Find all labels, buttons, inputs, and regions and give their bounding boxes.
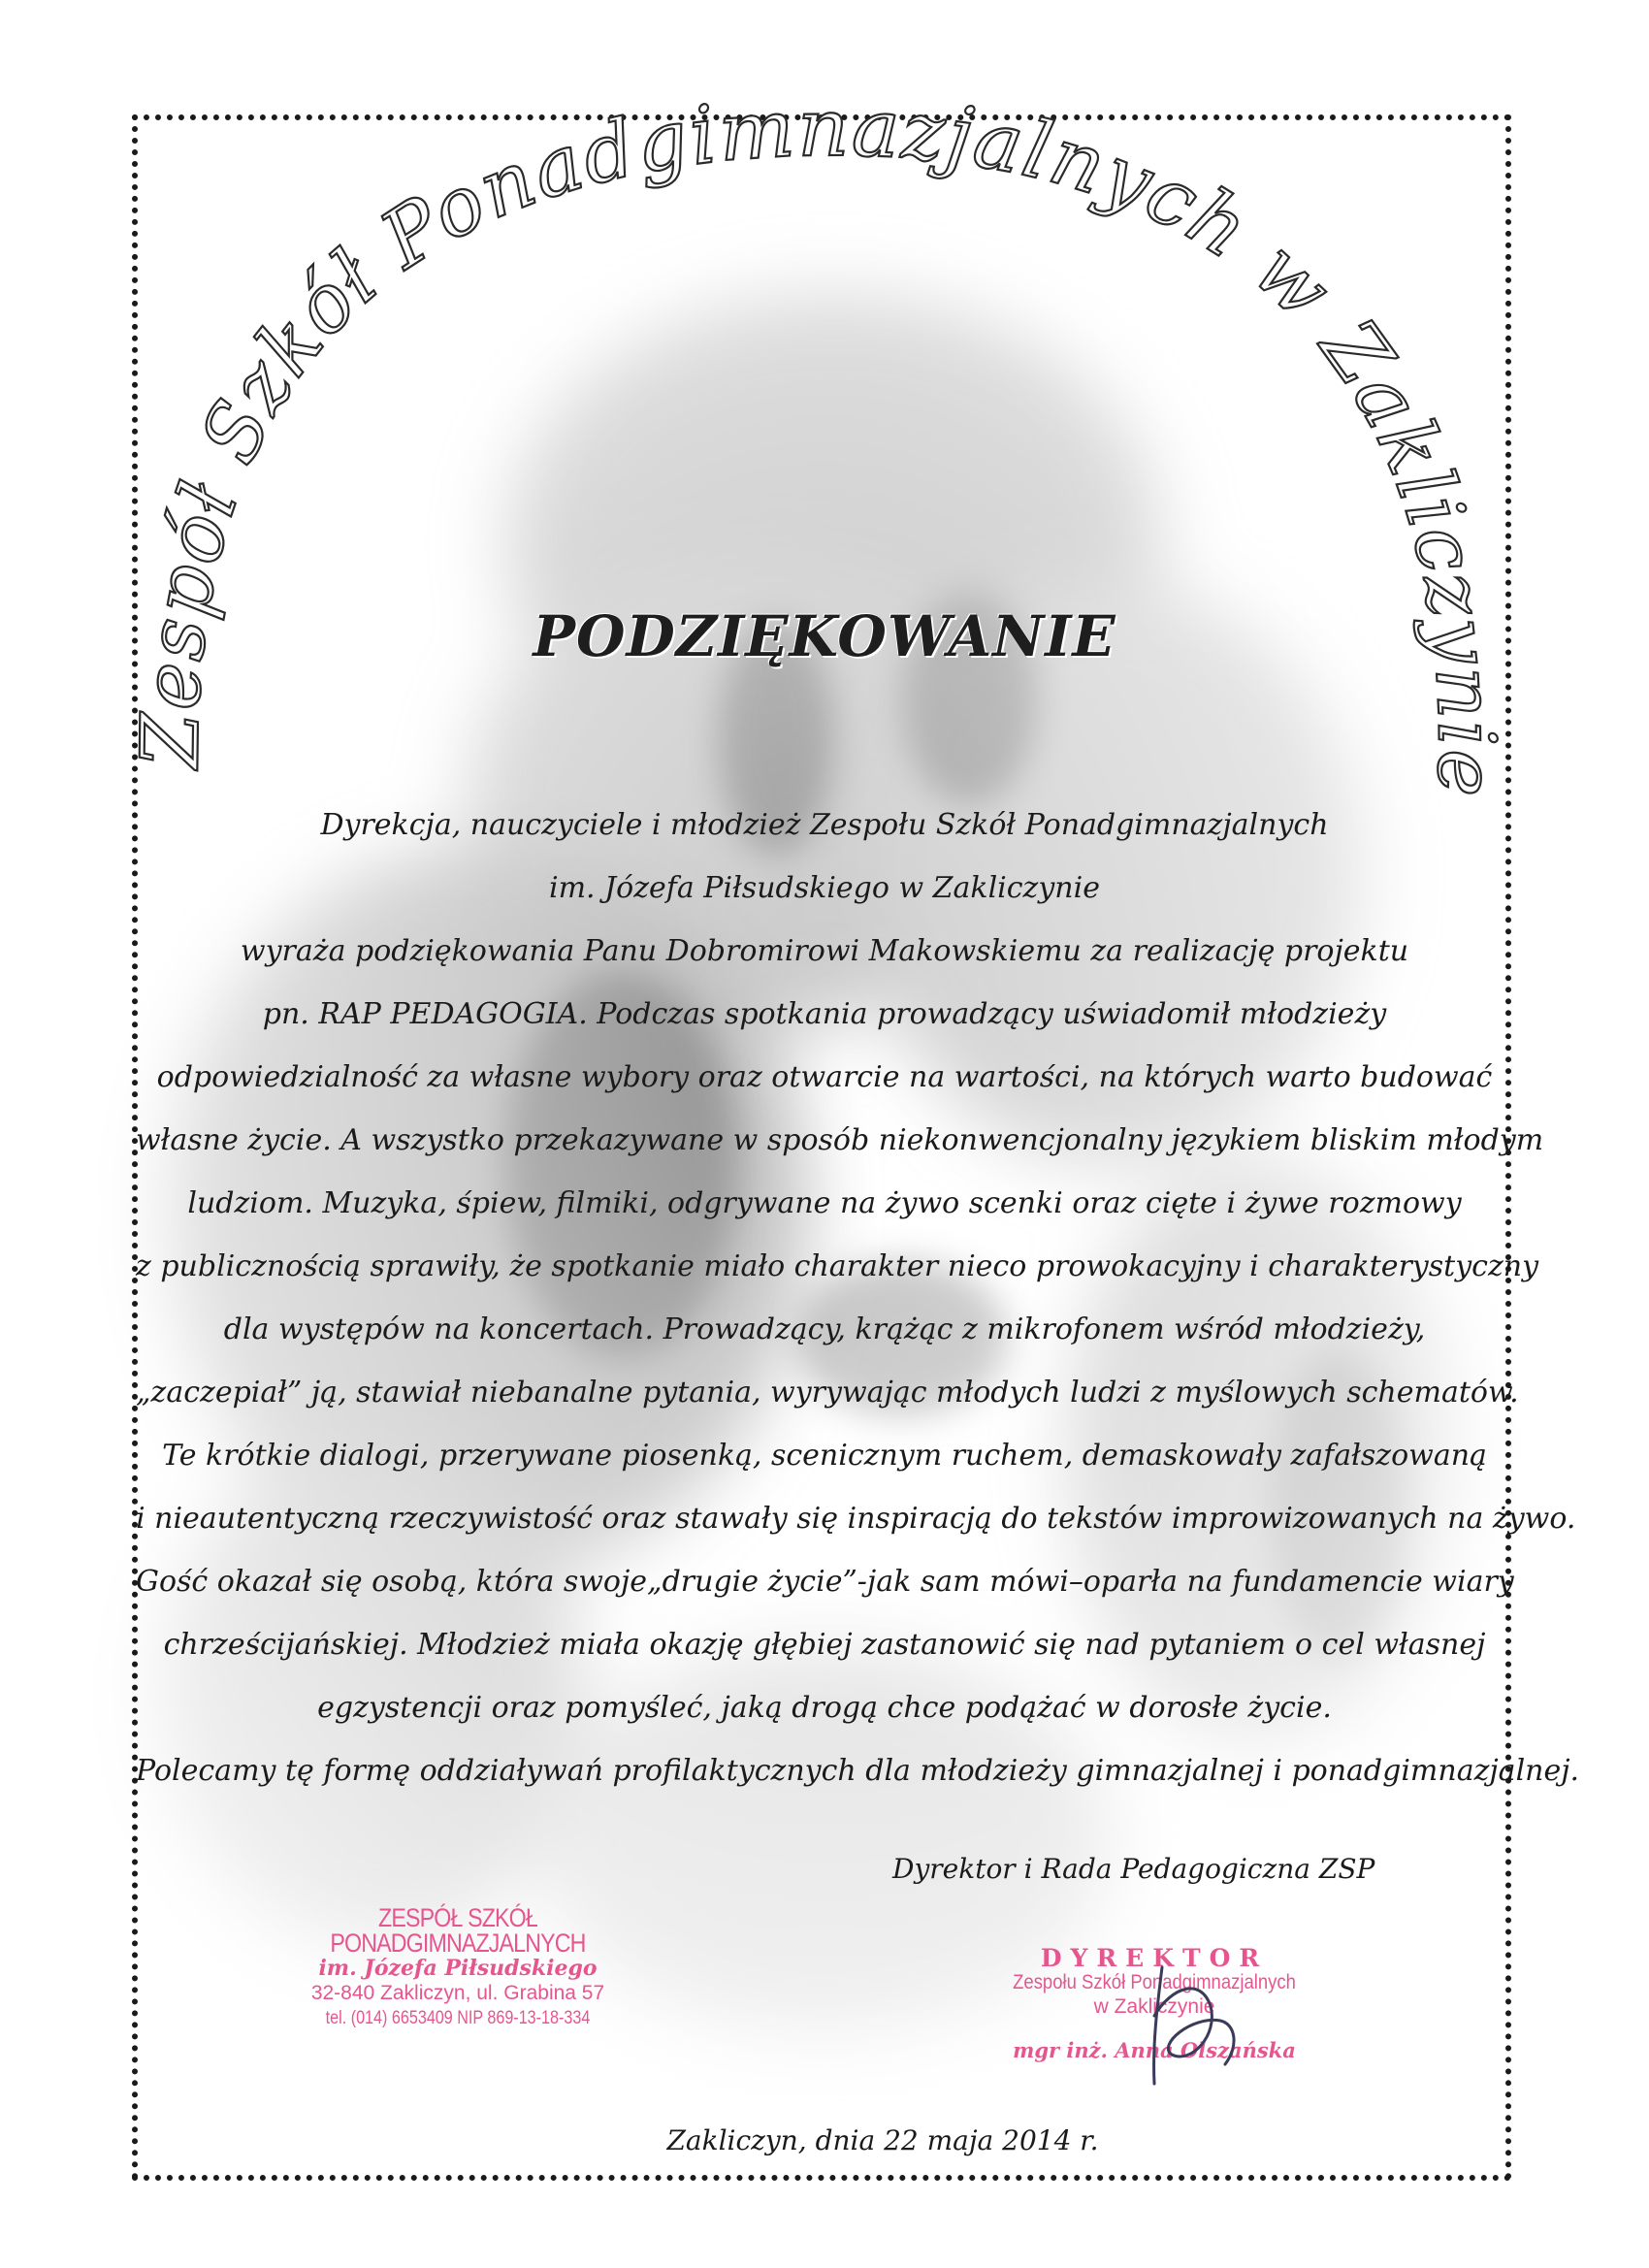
body-line: odpowiedzialność za własne wybory oraz otwarcie na wartości, na których warto budować <box>156 1060 1493 1094</box>
body-line: im. Józefa Piłsudskiego w Zakliczynie <box>549 871 1100 905</box>
header-arc-text: Zespół Szkół Ponadgimnazjalnych w Zakliczynie <box>124 81 1512 800</box>
stamp-school-line4: tel. (014) 6653409 NIP 869-13-18-334 <box>325 2008 591 2028</box>
body-line: chrześcijańskiej. Młodzież miała okazję głębiej zastanowić się nad pytaniem o cel własnej <box>163 1628 1486 1662</box>
date-place: Zakliczyn, dnia 22 maja 2014 r. <box>666 2124 1099 2156</box>
body-line: egzystencji oraz pomyśleć, jaką drogą chce podążać w dorosłe życie. <box>317 1691 1332 1725</box>
body-line: Gość okazał się osobą, która swoje„drugie życie”-jak sam mówi–oparła na fundamencie wiary <box>136 1565 1514 1599</box>
signatory: Dyrektor i Rada Pedagogiczna ZSP <box>892 1853 1375 1885</box>
body-line: Polecamy tę formę oddziaływań profilaktycznych dla młodzieży gimnazjalnej i ponadgimnazjalnej. <box>136 1754 1580 1788</box>
body-line: i nieautentyczną rzeczywistość oraz stawały się inspiracją do tekstów improwizowanych na żywo. <box>136 1502 1576 1536</box>
body-line: z publicznością sprawiły, że spotkanie miało charakter nieco prowokacyjny i charakterystyczny <box>136 1249 1539 1283</box>
stamp-director-line4: mgr inż. Anna Olszańska <box>1013 2038 1296 2062</box>
body-line: Te krótkie dialogi, przerywane piosenką, scenicznym ruchem, demaskowały zafałszowaną <box>162 1439 1487 1473</box>
stamp-school-line3: 32-840 Zakliczyn, ul. Grabina 57 <box>310 1982 605 2004</box>
stamp-school-line1: ZESPÓŁ SZKÓŁ PONADGIMNAZJALNYCH <box>330 1903 586 1958</box>
body-line: ludziom. Muzyka, śpiew, filmiki, odgrywane na żywo scenki oraz cięte i żywe rozmowy <box>187 1186 1462 1220</box>
body-line: wyraża podziękowania Panu Dobromirowi Makowskiemu za realizację projektu <box>240 934 1409 968</box>
body-line: Dyrekcja, nauczyciele i młodzież Zespołu Szkół Ponadgimnazjalnych <box>320 808 1329 842</box>
stamp-school-line2: im. Józefa Piłsudskiego <box>318 1956 598 1981</box>
body-line: własne życie. A wszystko przekazywane w sposób niekonwencjonalny językiem bliskim młodym <box>136 1123 1544 1157</box>
body-line: pn. RAP PEDAGOGIA. Podczas spotkania prowadzący uświadomił młodzieży <box>262 997 1387 1031</box>
document-title: PODZIĘKOWANIE <box>533 603 1116 669</box>
body-line: dla występów na koncertach. Prowadzący, krążąc z mikrofonem wśród młodzieży, <box>223 1312 1426 1346</box>
body-line: „zaczepiał” ją, stawiał niebanalne pytania, wyrywając młodych ludzi z myślowych schematów. <box>136 1376 1519 1409</box>
svg-text:Zespół Szkół Ponadgimnazjalnyc <box>124 82 1511 799</box>
stamp-director-line3: w Zakliczynie <box>1093 1995 1215 2018</box>
school-stamp <box>274 1905 642 2031</box>
stamp-director-line2: Zespołu Szkół Ponadgimnazjalnych <box>1013 1971 1296 1993</box>
stamp-director-line1: DYREKTOR <box>1040 1944 1269 1972</box>
body-text <box>136 794 1580 1802</box>
handwritten-signature <box>1133 1948 1249 2093</box>
